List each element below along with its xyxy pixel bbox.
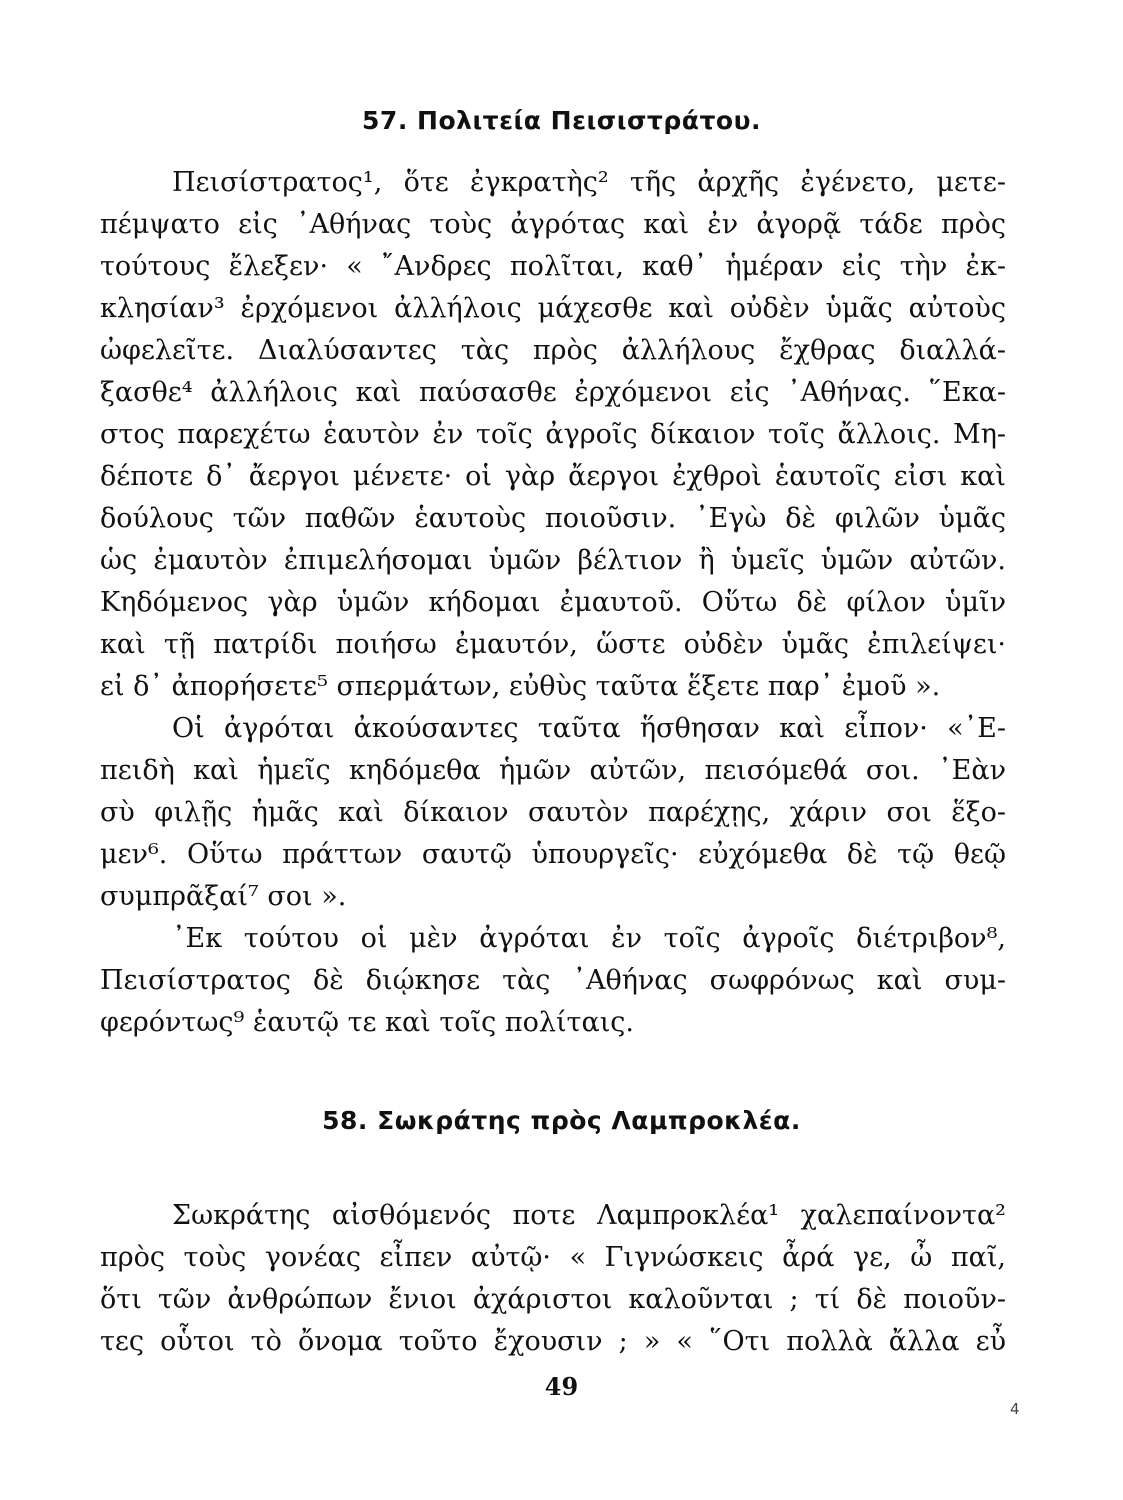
- text-line: τούτους ἔλεξεν· « ῎Ανδρες πολῖται, καθ᾽ ἡμέραν εἰς τὴν ἐκ-: [100, 251, 1006, 282]
- section-58-text: [100, 1195, 1006, 1363]
- text-line: Πεισίστρατος δὲ διῴκησε τὰς ᾽Αθήνας σωφρόνως καὶ συμ-: [100, 965, 1006, 996]
- text-line: στος παρεχέτω ἑαυτὸν ἐν τοῖς ἀγροῖς δίκαιον τοῖς ἄλλοις. Μη-: [100, 419, 1006, 450]
- text-line: δέποτε δ᾽ ἄεργοι μένετε· οἱ γὰρ ἄεργοι ἐχθροὶ ἑαυτοῖς εἰσι καὶ: [100, 461, 1006, 492]
- text-line: πειδὴ καὶ ἡμεῖς κηδόμεθα ἡμῶν αὐτῶν, πεισόμεθά σοι. ᾽Εὰν: [100, 755, 1006, 786]
- text-line: Κηδόμενος γὰρ ὑμῶν κήδομαι ἐμαυτοῦ. Οὕτω δὲ φίλον ὑμῖν: [100, 587, 1006, 618]
- text-line: καὶ τῇ πατρίδι ποιήσω ἐμαυτόν, ὥστε οὐδὲν ὑμᾶς ἐπιλείψει·: [100, 629, 1006, 660]
- section-57-text: [100, 162, 1006, 1044]
- text-line: ὅτι τῶν ἀνθρώπων ἔνιοι ἀχάριστοι καλοῦνται ; τί δὲ ποιοῦν-: [100, 1284, 1006, 1315]
- text-line: κλησίαν³ ἐρχόμενοι ἀλλήλοις μάχεσθε καὶ οὐδὲν ὑμᾶς αὐτοὺς: [100, 293, 1006, 324]
- text-line: εἰ δ᾽ ἀπορήσετε⁵ σπερμάτων, εὐθὺς ταῦτα ἕξετε παρ᾽ ἐμοῦ ».: [100, 671, 941, 702]
- text-line: πέμψατο εἰς ᾽Αθήνας τοὺς ἀγρότας καὶ ἐν ἀγορᾷ τάδε πρὸς: [100, 209, 1006, 240]
- text-line: ὠφελεῖτε. Διαλύσαντες τὰς πρὸς ἀλλήλους ἔχθρας διαλλά-: [100, 335, 1006, 366]
- text-line: μεν⁶. Οὕτω πράττων σαυτῷ ὑπουργεῖς· εὐχόμεθα δὲ τῷ θεῷ: [100, 839, 1006, 870]
- signature-mark: 4: [1010, 1400, 1020, 1418]
- text-line: φερόντως⁹ ἑαυτῷ τε καὶ τοῖς πολίταις.: [100, 1007, 635, 1038]
- section-58-heading: 58. Σωκράτης πρὸς Λαμπροκλέα.: [322, 1106, 801, 1135]
- text-line: πρὸς τοὺς γονέας εἶπεν αὐτῷ· « Γιγνώσκεις ἆρά γε, ὦ παῖ,: [100, 1242, 1006, 1273]
- text-line: Οἱ ἀγρόται ἀκούσαντες ταῦτα ἥσθησαν καὶ εἶπον· «᾽Ε-: [172, 713, 1006, 744]
- text-line: Σωκράτης αἰσθόμενός ποτε Λαμπροκλέα¹ χαλεπαίνοντα²: [172, 1200, 1006, 1231]
- text-line: συμπρᾶξαί⁷ σοι ».: [100, 881, 347, 912]
- text-line: δούλους τῶν παθῶν ἑαυτοὺς ποιοῦσιν. ᾽Εγὼ δὲ φιλῶν ὑμᾶς: [100, 503, 1006, 534]
- text-line: σὺ φιλῇς ἡμᾶς καὶ δίκαιον σαυτὸν παρέχῃς, χάριν σοι ἕξο-: [100, 797, 1006, 828]
- text-line: τες οὗτοι τὸ ὄνομα τοῦτο ἔχουσιν ; » « ῞Οτι πολλὰ ἄλλα εὖ: [100, 1326, 1006, 1357]
- text-line: Πεισίστρατος¹, ὅτε ἐγκρατὴς² τῆς ἀρχῆς ἐγένετο, μετε-: [172, 167, 1006, 198]
- page-number: 49: [544, 1372, 579, 1401]
- text-line: ὡς ἐμαυτὸν ἐπιμελήσομαι ὑμῶν βέλτιον ἢ ὑμεῖς ὑμῶν αὐτῶν.: [100, 545, 1006, 576]
- section-57-heading: 57. Πολιτεία Πεισιστράτου.: [362, 106, 761, 135]
- text-line: ξασθε⁴ ἀλλήλοις καὶ παύσασθε ἐρχόμενοι εἰς ᾽Αθήνας. ῞Εκα-: [100, 377, 1006, 408]
- text-line: ᾽Εκ τούτου οἱ μὲν ἀγρόται ἐν τοῖς ἀγροῖς διέτριβον⁸,: [172, 923, 1006, 954]
